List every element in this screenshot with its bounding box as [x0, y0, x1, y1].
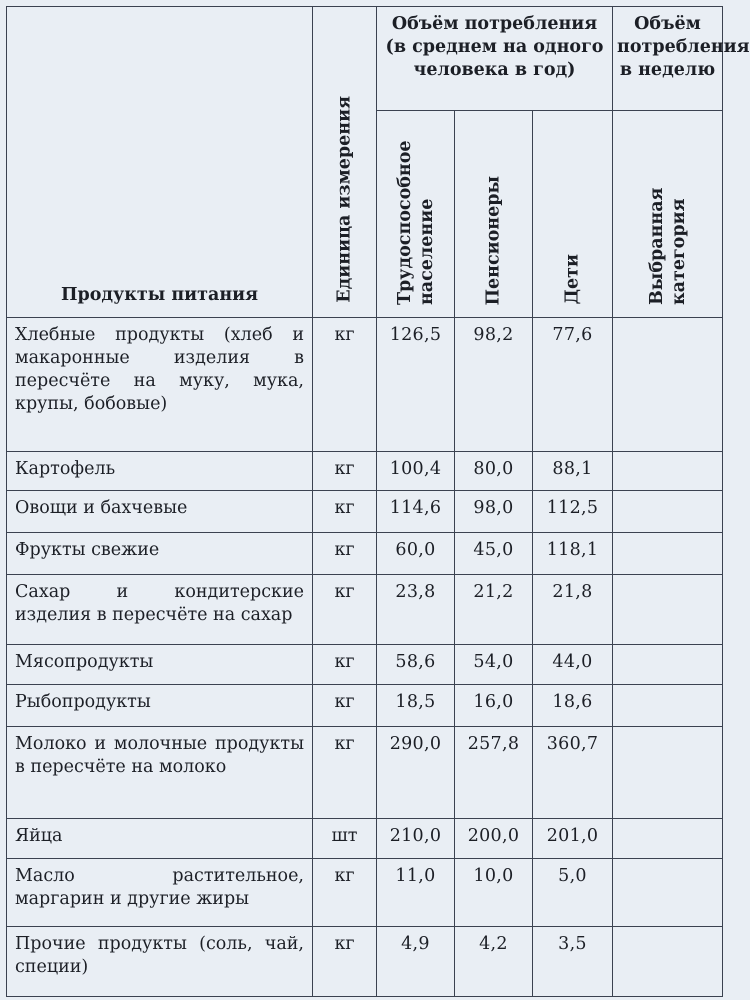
children-value: 118,1 [533, 533, 613, 575]
children-value: 77,6 [533, 318, 613, 452]
children-value: 21,8 [533, 575, 613, 645]
unit-cell: кг [313, 318, 377, 452]
unit-cell: кг [313, 927, 377, 997]
unit-cell: кг [313, 859, 377, 927]
pensioners-value: 200,0 [455, 819, 533, 859]
header-unit [313, 7, 377, 318]
table-row [7, 452, 723, 491]
children-value: 18,6 [533, 685, 613, 727]
pensioners-value: 80,0 [455, 452, 533, 491]
unit-cell: кг [313, 685, 377, 727]
children-value: 360,7 [533, 727, 613, 819]
table-row [7, 645, 723, 685]
children-value: 44,0 [533, 645, 613, 685]
header-working [377, 111, 455, 318]
working-value: 11,0 [377, 859, 455, 927]
pensioners-value: 98,2 [455, 318, 533, 452]
consumption-table [6, 6, 750, 997]
header-consumption-week: Объём потребления в неделю [613, 7, 723, 111]
product-cell: Молоко и молочные продукты в пересчёте на молоко [7, 727, 313, 819]
selected-value[interactable] [613, 685, 723, 727]
header-selected-label: Выбранная категория [646, 187, 689, 305]
table-row [7, 318, 723, 452]
pensioners-value: 98,0 [455, 491, 533, 533]
table-row [7, 927, 723, 997]
product-cell: Овощи и бахчевые [7, 491, 313, 533]
pensioners-value: 4,2 [455, 927, 533, 997]
table-row [7, 575, 723, 645]
product-cell: Яйца [7, 819, 313, 859]
children-value: 112,5 [533, 491, 613, 533]
unit-cell: шт [313, 819, 377, 859]
working-value: 100,4 [377, 452, 455, 491]
selected-value[interactable] [613, 491, 723, 533]
product-cell: Хлебные продукты (хлеб и макаронные изделия в пересчёте на муку, мука, крупы, бобовые) [7, 318, 313, 452]
children-value: 3,5 [533, 927, 613, 997]
children-value: 201,0 [533, 819, 613, 859]
working-value: 18,5 [377, 685, 455, 727]
selected-value[interactable] [613, 452, 723, 491]
unit-cell: кг [313, 533, 377, 575]
working-value: 114,6 [377, 491, 455, 533]
working-value: 210,0 [377, 819, 455, 859]
pensioners-value: 54,0 [455, 645, 533, 685]
pensioners-value: 257,8 [455, 727, 533, 819]
header-pensioners-label: Пенсионеры [483, 175, 503, 305]
header-pensioners [455, 111, 533, 318]
product-cell: Сахар и кондитерские изделия в пересчёте на сахар [7, 575, 313, 645]
product-cell: Рыбопродукты [7, 685, 313, 727]
working-value: 60,0 [377, 533, 455, 575]
product-cell: Фрукты свежие [7, 533, 313, 575]
pensioners-value: 21,2 [455, 575, 533, 645]
selected-value[interactable] [613, 859, 723, 927]
working-value: 126,5 [377, 318, 455, 452]
product-cell: Масло растительное, маргарин и другие жиры [7, 859, 313, 927]
unit-cell: кг [313, 452, 377, 491]
pensioners-value: 10,0 [455, 859, 533, 927]
header-products: Продукты питания [7, 7, 313, 318]
table-row [7, 859, 723, 927]
selected-value[interactable] [613, 819, 723, 859]
header-working-label: Трудоспособное население [394, 140, 437, 305]
table-row [7, 727, 723, 819]
selected-value[interactable] [613, 645, 723, 685]
header-children-label: Дети [562, 254, 582, 305]
header-consumption-year: Объём потребления (в среднем на одного человека в год) [377, 7, 613, 111]
product-cell: Мясопродукты [7, 645, 313, 685]
pensioners-value: 45,0 [455, 533, 533, 575]
unit-cell: кг [313, 491, 377, 533]
header-unit-label: Единица измерения [334, 96, 354, 303]
table-row [7, 819, 723, 859]
unit-cell: кг [313, 575, 377, 645]
working-value: 4,9 [377, 927, 455, 997]
working-value: 23,8 [377, 575, 455, 645]
selected-value[interactable] [613, 575, 723, 645]
children-value: 88,1 [533, 452, 613, 491]
children-value: 5,0 [533, 859, 613, 927]
selected-value[interactable] [613, 727, 723, 819]
table-row [7, 685, 723, 727]
pensioners-value: 16,0 [455, 685, 533, 727]
selected-value[interactable] [613, 318, 723, 452]
product-cell: Картофель [7, 452, 313, 491]
working-value: 58,6 [377, 645, 455, 685]
table-row [7, 533, 723, 575]
selected-value[interactable] [613, 927, 723, 997]
selected-value[interactable] [613, 533, 723, 575]
unit-cell: кг [313, 727, 377, 819]
unit-cell: кг [313, 645, 377, 685]
header-children [533, 111, 613, 318]
header-selected [613, 111, 723, 318]
product-cell: Прочие продукты (соль, чай, специи) [7, 927, 313, 997]
working-value: 290,0 [377, 727, 455, 819]
table-row [7, 491, 723, 533]
